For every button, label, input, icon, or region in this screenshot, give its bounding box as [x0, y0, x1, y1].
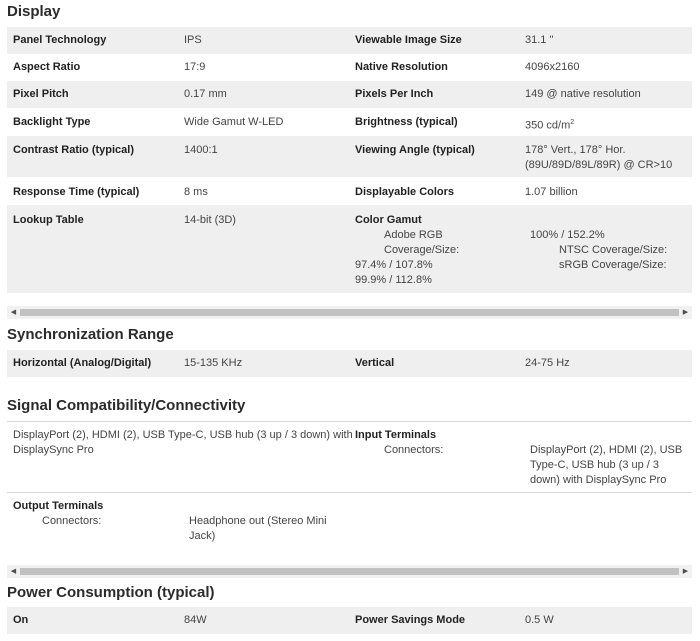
spec-label: Pixels Per Inch — [355, 88, 434, 100]
spec-value: 0.17 mm — [184, 88, 227, 100]
brightness-value: 350 cd/m — [525, 119, 571, 132]
spec-label: Aspect Ratio — [13, 61, 81, 73]
spec-row — [7, 54, 692, 81]
spec-row — [7, 81, 692, 108]
spec-value: 4096x2160 — [525, 61, 580, 73]
gamut-srgb-value: 99.9% / 112.8% — [355, 274, 432, 286]
spec-row — [7, 177, 692, 205]
brightness-unit-superscript: 2 — [570, 119, 575, 126]
section-title-signal: Signal Compatibility/Connectivity — [7, 397, 246, 414]
horizontal-scrollbar[interactable] — [7, 565, 692, 578]
gamut-ntsc-value: 97.4% / 107.8% — [355, 259, 433, 271]
signal-compat-line: DisplaySync Pro — [13, 444, 94, 456]
spec-label: Response Time (typical) — [13, 186, 140, 198]
scroll-left-icon[interactable]: ◀ — [10, 309, 17, 316]
gamut-adobe-value: 100% / 152.2% — [530, 229, 605, 241]
spec-label: Native Resolution — [355, 61, 448, 73]
spec-label: Backlight Type — [13, 116, 91, 128]
spec-label: Brightness (typical) — [355, 116, 458, 128]
spec-row — [7, 108, 692, 136]
gamut-ntsc-label: NTSC Coverage/Size: — [559, 244, 668, 256]
scroll-right-icon[interactable]: ▶ — [682, 309, 689, 316]
spec-label: Vertical — [355, 357, 395, 369]
spec-value: 15-135 KHz — [184, 357, 243, 369]
section-title-display: Display — [7, 3, 61, 20]
spec-row — [7, 607, 692, 634]
signal-compat-line: DisplayPort (2), HDMI (2), USB Type-C, USB hub (3 up / 3 down) with — [13, 429, 353, 441]
spec-row — [7, 493, 692, 549]
spec-label: Output Terminals — [13, 500, 104, 512]
spec-value — [525, 115, 574, 134]
spec-row — [7, 350, 692, 377]
spec-label: Input Terminals — [355, 429, 437, 441]
spec-label: Panel Technology — [13, 34, 107, 46]
spec-label: Viewing Angle (typical) — [355, 144, 475, 156]
spec-value: 1400:1 — [184, 144, 218, 156]
spec-value: 8 ms — [184, 186, 208, 198]
gamut-srgb-label: sRGB Coverage/Size: — [559, 259, 667, 271]
section-title-power: Power Consumption (typical) — [7, 584, 215, 601]
spec-label: Horizontal (Analog/Digital) — [13, 357, 152, 369]
spec-label: Viewable Image Size — [355, 34, 462, 46]
spec-label: Power Savings Mode — [355, 614, 466, 626]
spec-value-line: 178° Vert., 178° Hor. — [525, 144, 626, 156]
input-connectors-line: down) with DisplaySync Pro — [530, 474, 667, 486]
input-connectors-line: Type-C, USB hub (3 up / 3 — [530, 459, 660, 471]
spec-value: 1.07 billion — [525, 186, 578, 198]
spec-value: Wide Gamut W-LED — [184, 116, 284, 128]
spec-value: 24-75 Hz — [525, 357, 570, 369]
spec-row — [7, 205, 692, 293]
spec-label: Contrast Ratio (typical) — [13, 144, 135, 156]
spec-label: Pixel Pitch — [13, 88, 69, 100]
output-connectors-line: Jack) — [189, 530, 216, 542]
spec-label: Displayable Colors — [355, 186, 455, 198]
spec-label: Lookup Table — [13, 214, 84, 226]
spec-value: 149 @ native resolution — [525, 88, 641, 100]
spec-value: 17:9 — [184, 61, 206, 73]
horizontal-scrollbar[interactable] — [7, 306, 692, 319]
spec-sublabel: Connectors: — [384, 444, 444, 456]
spec-value: 84W — [184, 614, 207, 626]
spec-row — [7, 136, 692, 177]
spec-row — [7, 422, 692, 492]
spec-value: 0.5 W — [525, 614, 554, 626]
spec-value: 14-bit (3D) — [184, 214, 236, 226]
scroll-left-icon[interactable]: ◀ — [10, 568, 17, 575]
scroll-right-icon[interactable]: ▶ — [682, 568, 689, 575]
spec-label: On — [13, 614, 29, 626]
section-title-sync: Synchronization Range — [7, 326, 174, 343]
scrollbar-thumb[interactable] — [20, 309, 679, 316]
input-connectors-line: DisplayPort (2), HDMI (2), USB — [530, 444, 683, 456]
gamut-coverage-label: Coverage/Size: — [384, 244, 460, 256]
scrollbar-thumb[interactable] — [20, 568, 679, 575]
spec-sublabel: Connectors: — [42, 515, 102, 527]
spec-value-line: (89U/89D/89L/89R) @ CR>10 — [525, 159, 673, 171]
spec-value: 31.1 " — [525, 34, 554, 46]
gamut-adobe-label: Adobe RGB — [384, 229, 443, 241]
spec-label: Color Gamut — [355, 214, 422, 226]
spec-row — [7, 27, 692, 54]
output-connectors-line: Headphone out (Stereo Mini — [189, 515, 327, 527]
spec-value: IPS — [184, 34, 202, 46]
